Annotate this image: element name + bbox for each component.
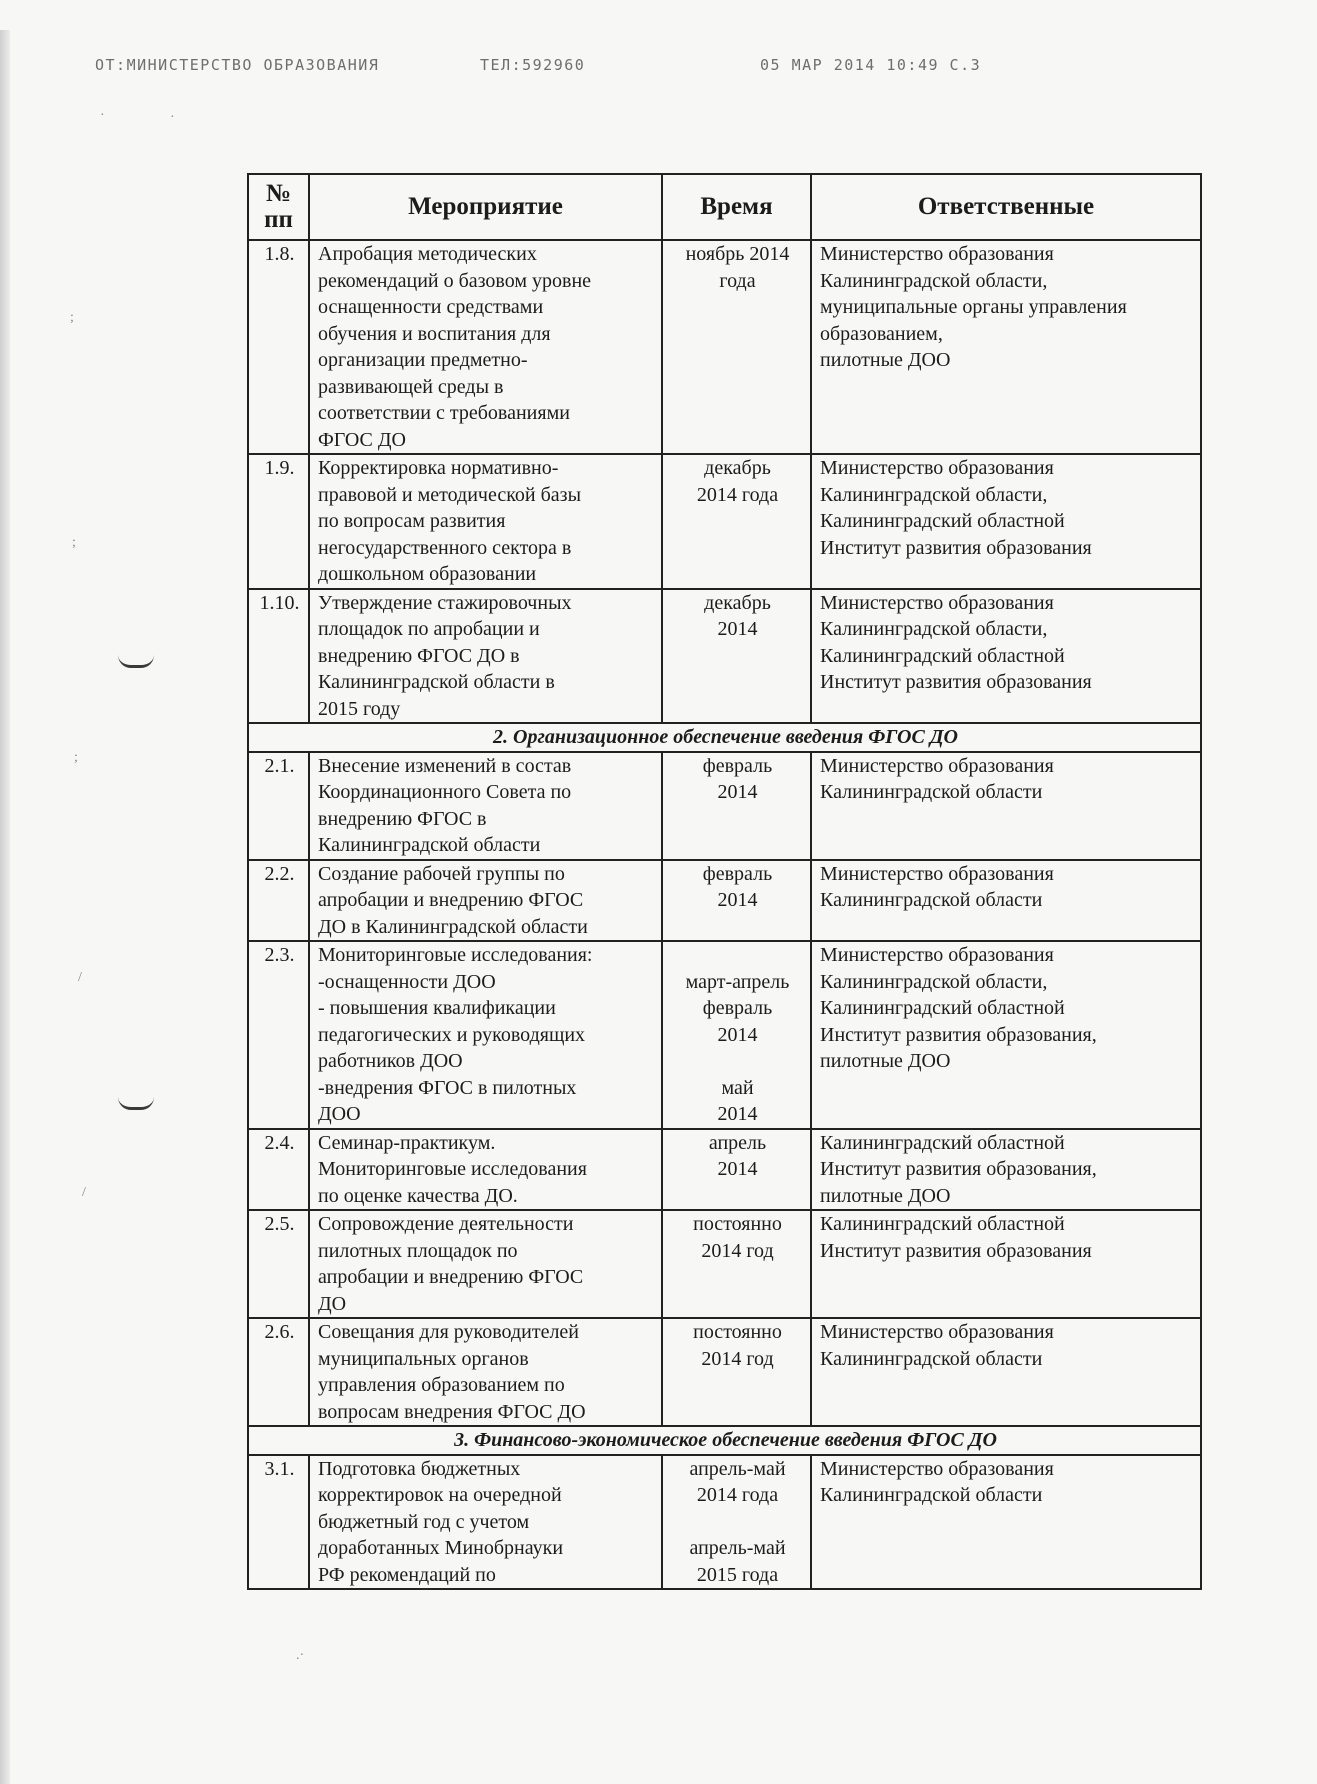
table-row: [248, 1129, 1201, 1211]
responsible-line: Калининградской области: [820, 889, 1043, 911]
responsible-cell: [811, 454, 1201, 589]
time-line: 2014: [717, 889, 758, 911]
event-line: Апробация методических: [318, 243, 537, 265]
event-line: педагогических и руководящих: [318, 1023, 586, 1046]
event-cell: [309, 1129, 662, 1211]
event-line: площадок по апробации и: [318, 618, 540, 640]
event-line: Корректировка нормативно-: [318, 457, 559, 479]
event-line: развивающей среды в: [318, 375, 504, 398]
responsible-line: Калининградский областной: [820, 1131, 1065, 1154]
table-row: [248, 941, 1201, 1129]
time-line: [671, 1048, 804, 1075]
responsible-line: Министерство образования: [820, 591, 1054, 614]
scan-speck: ;: [70, 310, 74, 325]
time-line: 2014: [717, 1158, 758, 1180]
event-line: - повышения квалификации: [318, 997, 556, 1019]
fax-phone: ТЕЛ:592960: [480, 56, 586, 74]
responsible-line: пилотные ДОО: [820, 349, 951, 371]
responsible-line: Калининградской области: [820, 1484, 1043, 1506]
responsible-line: Калининградской области: [820, 1347, 1043, 1370]
event-line: Внесение изменений в состав: [318, 754, 572, 777]
time-cell: [662, 1455, 811, 1590]
responsible-line: Министерство образования: [820, 1457, 1054, 1480]
responsible-line: Калининградской области,: [820, 618, 1048, 640]
table-row: [248, 454, 1201, 589]
row-number: 2.5.: [248, 1210, 309, 1318]
scan-speck: ·: [170, 110, 175, 125]
time-cell: [662, 454, 811, 589]
event-line: Подготовка бюджетных: [318, 1457, 521, 1480]
event-line: Сопровождение деятельности: [318, 1213, 574, 1235]
responsible-line: пилотные ДОО: [820, 1184, 951, 1207]
responsible-cell: [811, 240, 1201, 454]
event-line: -оснащенности ДОО: [318, 970, 496, 993]
event-line: Координационного Совета по: [318, 781, 572, 803]
time-line: [671, 1509, 804, 1536]
event-line: негосударственного сектора в: [318, 536, 572, 559]
fax-sender: ОТ:МИНИСТЕРСТВО ОБРАЗОВАНИЯ: [95, 56, 380, 74]
fax-date-page: 05 МАР 2014 10:49 С.3: [760, 56, 982, 74]
responsible-line: Калининградской области: [820, 781, 1043, 803]
section-3-title: 3. Финансово-экономическое обеспечение введения ФГОС ДО: [248, 1426, 1201, 1455]
time-line: 2014 года: [696, 1484, 779, 1506]
responsible-line: Министерство образования: [820, 243, 1054, 265]
event-line: обучения и воспитания для: [318, 322, 551, 345]
punch-hole-mark: [118, 1097, 154, 1110]
responsible-cell: [811, 1318, 1201, 1426]
responsible-line: муниципальные органы управления: [820, 296, 1127, 318]
table-row: [248, 752, 1201, 860]
fax-header: [95, 56, 1095, 82]
time-line: постоянно: [693, 1213, 782, 1235]
time-line: март-апрель: [685, 970, 790, 993]
responsible-cell: [811, 589, 1201, 724]
event-line: -внедрения ФГОС в пилотных: [318, 1076, 577, 1099]
header-event: Мероприятие: [309, 174, 662, 240]
event-cell: [309, 454, 662, 589]
row-number: 2.2.: [248, 860, 309, 942]
event-line: Утверждение стажировочных: [318, 591, 572, 614]
event-line: работников ДОО: [318, 1050, 463, 1072]
table-row: [248, 1210, 1201, 1318]
responsible-line: Министерство образования: [820, 944, 1054, 966]
event-line: Мониторинговые исследования: [318, 1158, 587, 1180]
event-line: РФ рекомендаций по: [318, 1563, 496, 1586]
time-cell: [662, 941, 811, 1129]
time-line: апрель-май: [689, 1537, 786, 1559]
responsible-cell: [811, 752, 1201, 860]
event-line: ДО: [318, 1292, 347, 1315]
responsible-line: Институт развития образования: [820, 1239, 1092, 1262]
responsible-line: Калининградский областной: [820, 510, 1065, 532]
responsible-line: Калининградский областной: [820, 644, 1065, 667]
rows-section-3: [248, 1455, 1201, 1590]
responsible-line: Министерство образования: [820, 754, 1054, 777]
table-row: [248, 240, 1201, 454]
event-line: правовой и методической базы: [318, 483, 582, 506]
event-line: Мониторинговые исследования:: [318, 944, 593, 966]
responsible-line: Институт развития образования,: [820, 1158, 1097, 1180]
time-line: ноябрь 2014: [685, 243, 790, 265]
row-number: 3.1.: [248, 1455, 309, 1590]
responsible-line: Институт развития образования: [820, 536, 1092, 559]
event-line: муниципальных органов: [318, 1347, 529, 1370]
table-row: [248, 589, 1201, 724]
responsible-line: Министерство образования: [820, 1321, 1054, 1343]
rows-section-2: [248, 752, 1201, 1427]
event-line: Совещания для руководителей: [318, 1321, 580, 1343]
time-line: [671, 942, 804, 969]
rows-section-1: [248, 240, 1201, 723]
event-line: Калининградской области в: [318, 671, 555, 693]
event-cell: [309, 1210, 662, 1318]
responsible-cell: [811, 860, 1201, 942]
responsible-cell: [811, 1455, 1201, 1590]
time-line: апрель: [708, 1131, 767, 1154]
event-line: бюджетный год с учетом: [318, 1510, 530, 1533]
time-line: 2014 год: [701, 1239, 774, 1262]
row-number: 2.6.: [248, 1318, 309, 1426]
time-cell: [662, 860, 811, 942]
responsible-cell: [811, 1210, 1201, 1318]
event-line: по вопросам развития: [318, 510, 506, 532]
scan-speck: /: [82, 1185, 86, 1200]
table-row: [248, 860, 1201, 942]
time-line: февраль: [702, 997, 773, 1019]
time-line: апрель-май: [689, 1457, 786, 1480]
event-line: дошкольном образовании: [318, 563, 537, 585]
event-line: управления образованием по: [318, 1374, 565, 1396]
header-time: Время: [662, 174, 811, 240]
event-cell: [309, 1318, 662, 1426]
row-number: 2.3.: [248, 941, 309, 1129]
responsible-line: Министерство образования: [820, 862, 1054, 885]
row-number: 1.9.: [248, 454, 309, 589]
responsible-cell: [811, 1129, 1201, 1211]
event-line: корректировок на очередной: [318, 1484, 562, 1506]
event-line: внедрению ФГОС в: [318, 807, 487, 830]
time-cell: [662, 1318, 811, 1426]
responsible-line: образованием,: [820, 322, 943, 345]
punch-hole-mark: [118, 655, 154, 668]
event-cell: [309, 1455, 662, 1590]
responsible-line: Калининградской области,: [820, 483, 1048, 506]
event-line: внедрению ФГОС ДО в: [318, 644, 520, 667]
event-line: ФГОС ДО: [318, 428, 406, 451]
time-line: постоянно: [693, 1321, 782, 1343]
responsible-line: Институт развития образования,: [820, 1023, 1097, 1046]
event-line: соответствии с требованиями: [318, 402, 570, 424]
row-number: 2.4.: [248, 1129, 309, 1211]
time-line: 2014: [717, 781, 758, 803]
header-num: № пп: [248, 174, 309, 240]
time-cell: [662, 1210, 811, 1318]
responsible-line: Калининградской области,: [820, 269, 1048, 292]
event-line: Создание рабочей группы по: [318, 862, 565, 885]
responsible-line: Министерство образования: [820, 457, 1054, 479]
table-row: [248, 1318, 1201, 1426]
time-line: 2014: [717, 1103, 758, 1125]
time-line: 2014 год: [701, 1347, 774, 1370]
scan-speck: .·: [296, 1648, 305, 1663]
time-line: декабрь: [704, 457, 771, 479]
time-line: февраль: [702, 862, 773, 885]
time-cell: [662, 1129, 811, 1211]
event-cell: [309, 752, 662, 860]
row-number: 2.1.: [248, 752, 309, 860]
plan-table: [247, 173, 1202, 1590]
header-responsible: Ответственные: [811, 174, 1201, 240]
time-cell: [662, 752, 811, 860]
time-line: 2015 года: [696, 1563, 779, 1586]
time-cell: [662, 589, 811, 724]
event-line: Семинар-практикум.: [318, 1131, 496, 1154]
row-number: 1.10.: [248, 589, 309, 724]
event-line: апробации и внедрению ФГОС: [318, 1266, 584, 1288]
event-line: ДОО: [318, 1103, 361, 1125]
time-line: февраль: [702, 754, 773, 777]
responsible-line: пилотные ДОО: [820, 1050, 951, 1072]
responsible-line: Калининградский областной: [820, 1213, 1065, 1235]
scan-speck: /: [78, 970, 82, 985]
event-cell: [309, 589, 662, 724]
time-line: май: [721, 1076, 754, 1099]
scan-speck: ;: [74, 750, 78, 765]
time-line: декабрь: [704, 591, 771, 614]
responsible-line: Калининградской области,: [820, 970, 1048, 993]
responsible-cell: [811, 941, 1201, 1129]
event-cell: [309, 240, 662, 454]
row-number: 1.8.: [248, 240, 309, 454]
section-2-title: 2. Организационное обеспечение введения ФГОС ДО: [248, 723, 1201, 752]
section-header-row: [248, 723, 1201, 752]
time-line: 2014 года: [696, 483, 779, 506]
event-line: вопросам внедрения ФГОС ДО: [318, 1400, 586, 1423]
event-line: апробации и внедрению ФГОС: [318, 889, 584, 911]
responsible-line: Институт развития образования: [820, 671, 1092, 693]
event-line: 2015 году: [318, 697, 401, 720]
event-line: ДО в Калининградской области: [318, 915, 588, 938]
event-line: доработанных Минобрнауки: [318, 1537, 564, 1559]
event-line: организации предметно-: [318, 349, 528, 371]
event-line: рекомендаций о базовом уровне: [318, 269, 592, 292]
event-line: пилотных площадок по: [318, 1239, 518, 1262]
time-line: 2014: [717, 618, 758, 640]
event-line: по оценке качества ДО.: [318, 1184, 518, 1207]
scan-speck: ;: [72, 535, 76, 550]
time-line: 2014: [717, 1023, 758, 1046]
scan-speck: ·: [100, 108, 105, 123]
time-cell: [662, 240, 811, 454]
table-row: [248, 1455, 1201, 1590]
scan-left-edge: [0, 30, 10, 1784]
section-header-row: [248, 1426, 1201, 1455]
event-cell: [309, 860, 662, 942]
event-line: Калининградской области: [318, 834, 541, 856]
event-line: оснащенности средствами: [318, 296, 544, 318]
table-header-row: [248, 174, 1201, 240]
time-line: года: [719, 269, 756, 292]
event-cell: [309, 941, 662, 1129]
responsible-line: Калининградский областной: [820, 997, 1065, 1019]
